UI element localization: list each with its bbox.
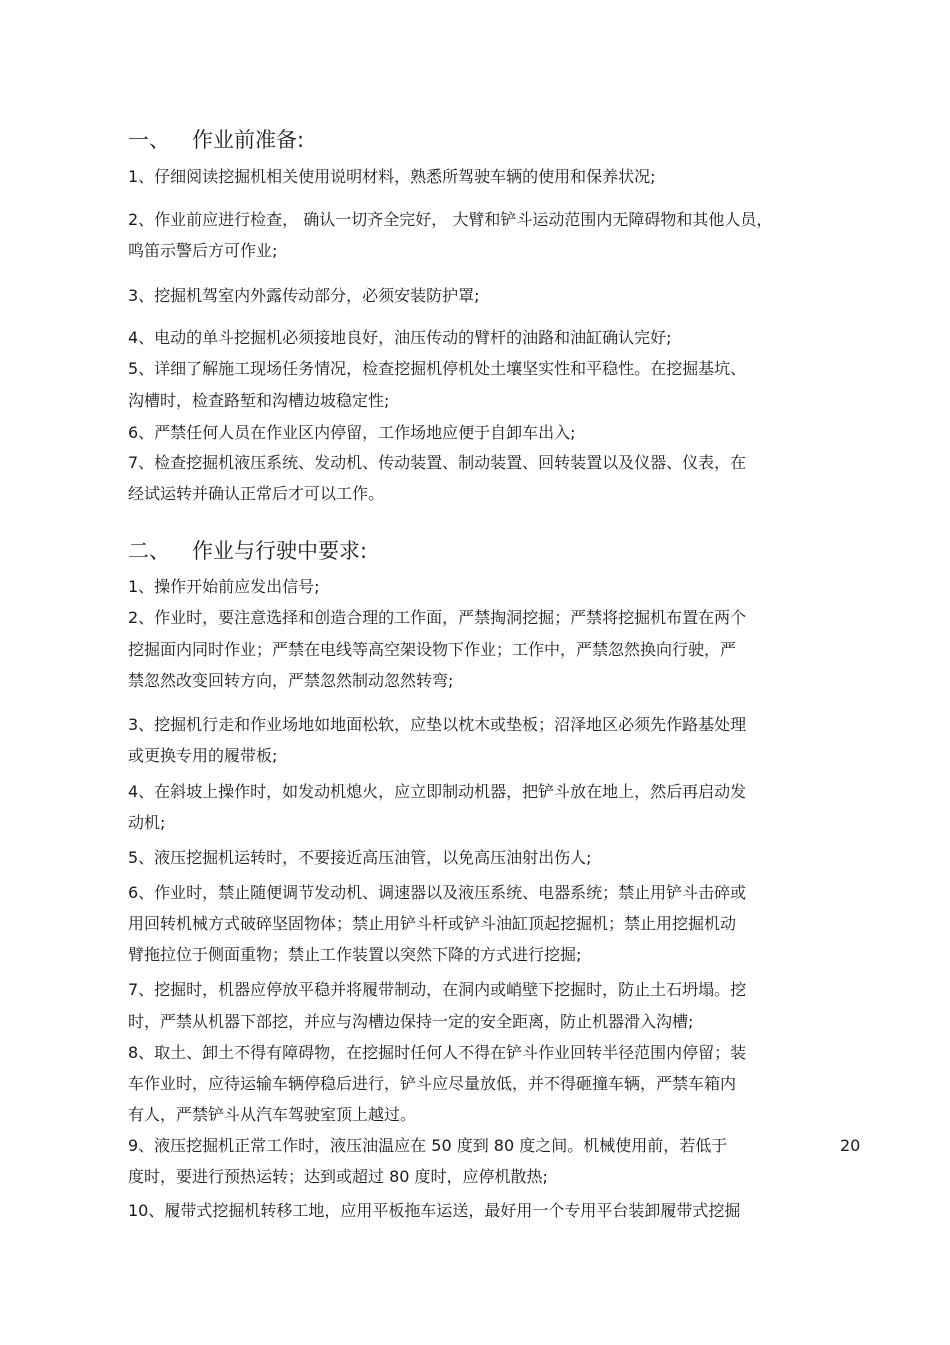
s1-line-3: 鸣笛示警后方可作业; [128, 241, 278, 260]
s1-line-6: 5、详细了解施工现场任务情况，检查挖掘机停机处土壤坚实性和平稳性。在挖掘基坑、 [128, 359, 747, 378]
s2-line-9: 5、液压挖掘机运转时，不要接近高压油管，以免高压油射出伤人; [128, 848, 592, 867]
s2-line-8: 动机; [128, 813, 166, 832]
s2-line-5: 3、挖掘机行走和作业场地如地面松软，应垫以枕木或垫板；沼泽地区必须先作路基处理 [128, 715, 747, 734]
s1-line-9: 7、检查挖掘机液压系统、发动机、传动装置、制动装置、回转装置以及仪器、仪表，在 [128, 453, 747, 472]
s2-line-16: 车作业时，应待运输车辆停稳后进行，铲斗应尽量放低，并不得砸撞车辆，严禁车箱内 [128, 1074, 737, 1093]
s2-line-18: 9、液压挖掘机正常工作时，液压油温应在 50 度到 80 度之间。机械使用前，若低于 [128, 1136, 728, 1155]
s1-line-7: 沟槽时，检查路堑和沟槽边坡稳定性; [128, 391, 390, 410]
s2-line-19: 度时，要进行预热运转；达到或超过 80 度时，应停机散热; [128, 1167, 548, 1186]
s2-line-2: 2、作业时，要注意选择和创造合理的工作面，严禁掏洞挖掘；严禁将挖掘机布置在两个 [128, 608, 747, 627]
s1-line-10: 经试运转并确认正常后才可以工作。 [128, 484, 385, 503]
s1-line-2: 2、作业前应进行检查， 确认一切齐全完好， 大臂和铲斗运动范围内无障碍物和其他人员， [128, 210, 773, 229]
s2-line-4: 禁忽然改变回转方向，严禁忽然制动忽然转弯; [128, 671, 454, 690]
section-1-title: 作业前准备: [192, 128, 305, 152]
section-1-number: 一、 [128, 128, 170, 152]
s2-line-13: 7、挖掘时，机器应停放平稳并将履带制动，在洞内或峭壁下挖掘时，防止土石坍塌。挖 [128, 980, 747, 999]
section-2-number: 二、 [128, 539, 170, 563]
s2-line-1: 1、操作开始前应发出信号; [128, 577, 320, 596]
s2-line-14: 时，严禁从机器下部挖，并应与沟槽边保持一定的安全距离，防止机器滑入沟槽; [128, 1012, 694, 1031]
s2-line-10: 6、作业时，禁止随便调节发动机、调速器以及液压系统、电器系统；禁止用铲斗击碎或 [128, 883, 747, 902]
s2-line-3: 挖掘面内同时作业；严禁在电线等高空架设物下作业；工作中，严禁忽然换向行驶，严 [128, 640, 737, 659]
s2-line-6: 或更换专用的履带板; [128, 746, 278, 765]
s2-line-17: 有人，严禁铲斗从汽车驾驶室顶上越过。 [128, 1105, 417, 1124]
section-2-heading [128, 535, 367, 565]
s1-line-4: 3、挖掘机驾室内外露传动部分，必须安装防护罩; [128, 286, 480, 305]
s1-line-5: 4、电动的单斗挖掘机必须接地良好，油压传动的臂杆的油路和油缸确认完好; [128, 328, 672, 347]
s1-line-8: 6、严禁任何人员在作业区内停留，工作场地应便于自卸车出入; [128, 423, 576, 442]
s2-line-15: 8、取土、卸土不得有障碍物，在挖掘时任何人不得在铲斗作业回转半径范围内停留；装 [128, 1043, 747, 1062]
s2-line-12: 臂拖拉位于侧面重物；禁止工作装置以突然下降的方式进行挖掘; [128, 945, 582, 964]
section-1-heading [128, 124, 304, 154]
s2-line-20: 10、履带式挖掘机转移工地，应用平板拖车运送，最好用一个专用平台装卸履带式挖掘 [128, 1201, 741, 1220]
s1-line-1: 1、仔细阅读挖掘机相关使用说明材料，熟悉所驾驶车辆的使用和保养状况; [128, 167, 656, 186]
s2-line-11: 用回转机械方式破碎坚固物体；禁止用铲斗杆或铲斗油缸顶起挖掘机；禁止用挖掘机动 [128, 914, 737, 933]
s2-line-7: 4、在斜坡上操作时，如发动机熄火，应立即制动机器，把铲斗放在地上，然后再启动发 [128, 782, 747, 801]
s2-line-18-tail: 20 [840, 1136, 861, 1155]
section-2-title: 作业与行驶中要求: [192, 539, 368, 563]
